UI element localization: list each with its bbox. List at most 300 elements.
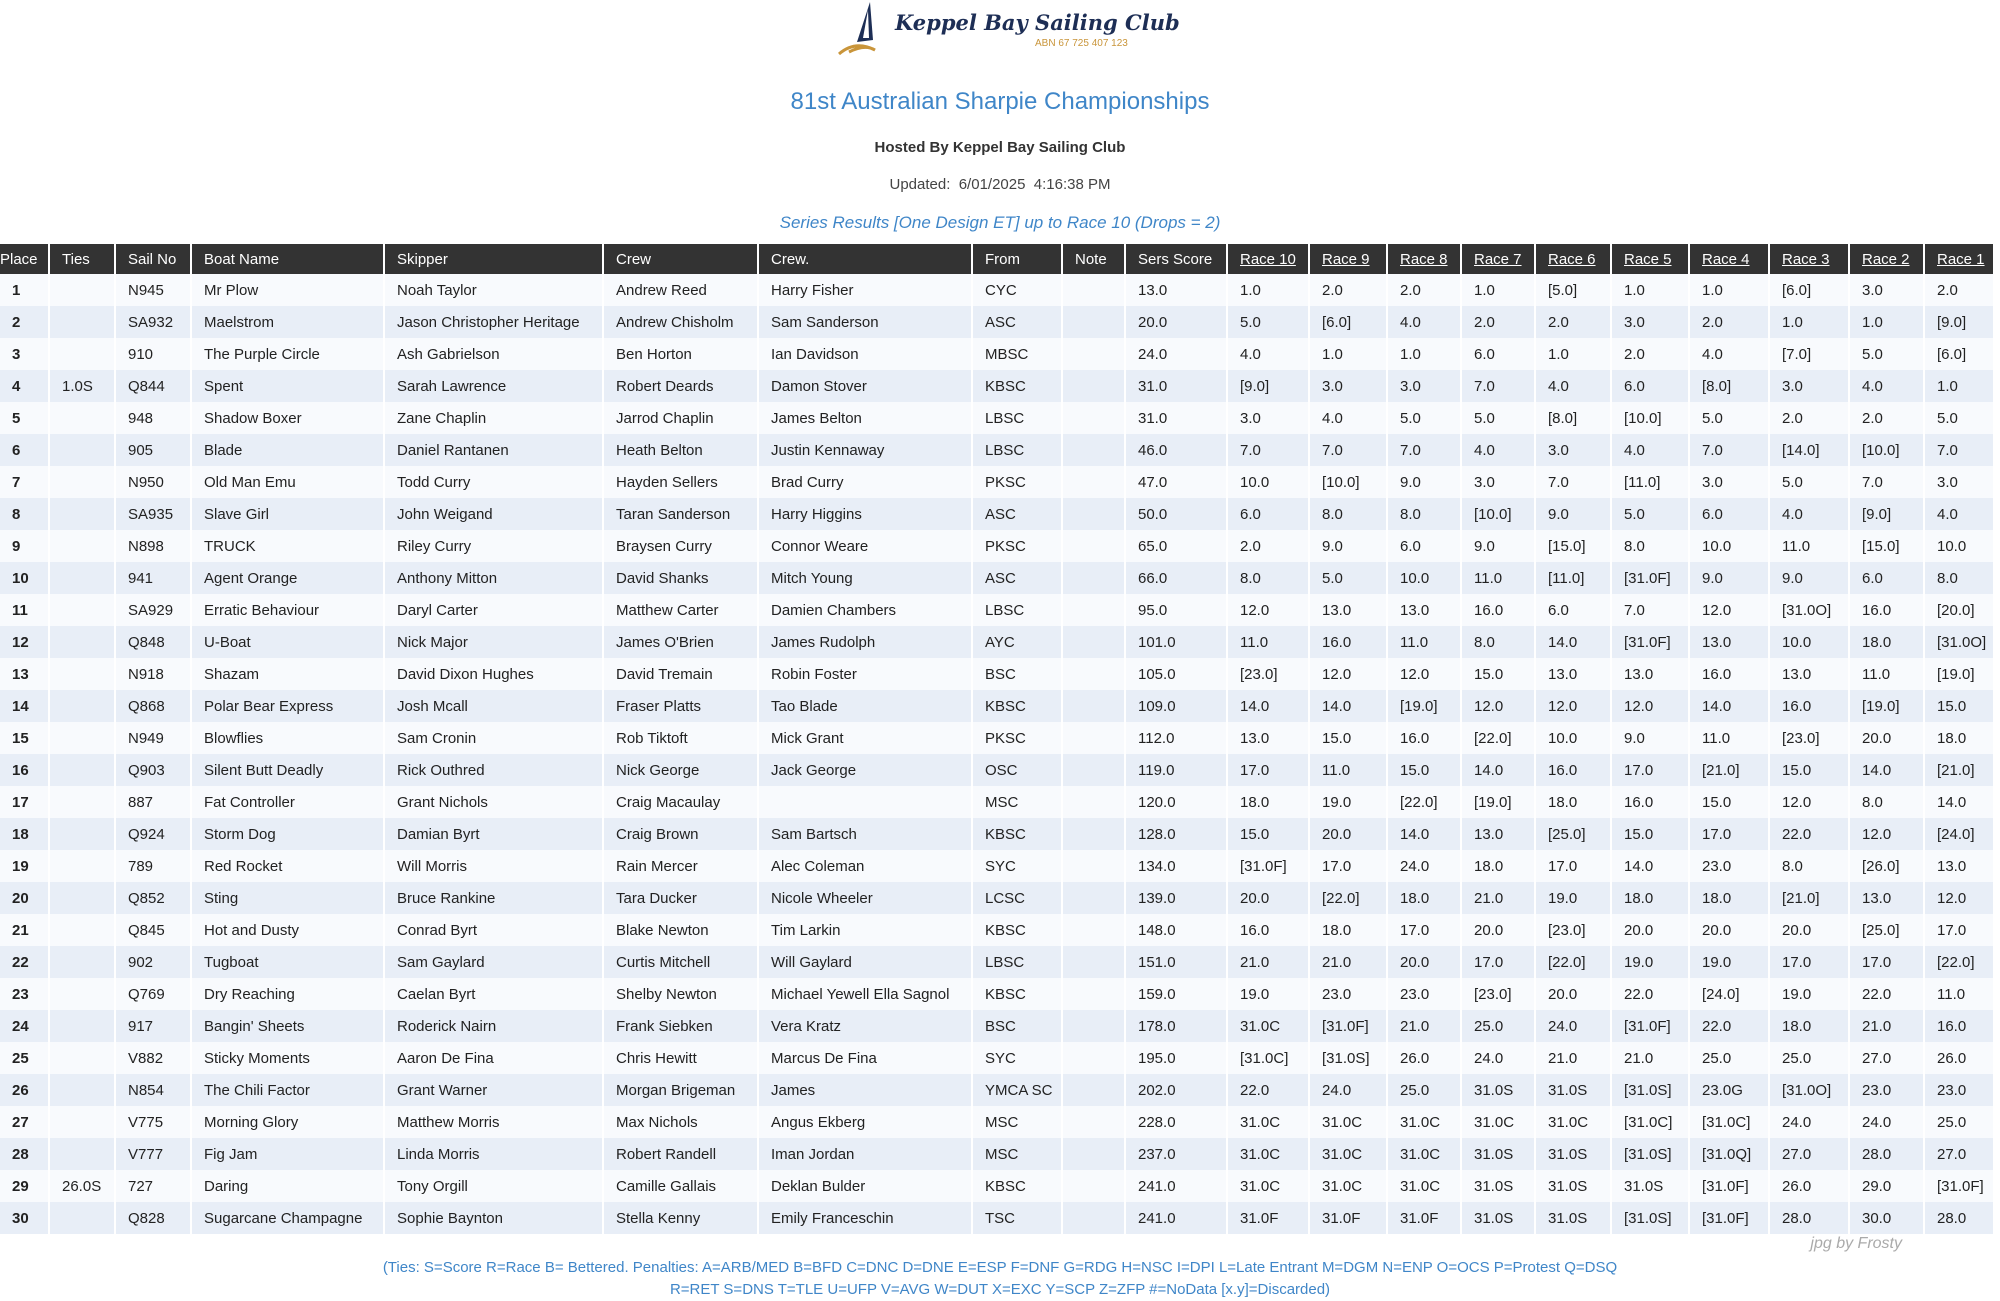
- cell-skipper: Anthony Mitton: [385, 562, 604, 594]
- cell-race-3: 8.0: [1770, 850, 1850, 882]
- cell-from: KBSC: [973, 978, 1063, 1010]
- cell-race-10: 19.0: [1228, 978, 1310, 1010]
- cell-race-4: 6.0: [1690, 498, 1770, 530]
- cell-race-5: [31.0F]: [1612, 1010, 1690, 1042]
- cell-race-3: 10.0: [1770, 626, 1850, 658]
- hosted-by: Hosted By Keppel Bay Sailing Club: [874, 139, 1126, 156]
- table-row: [0, 434, 1995, 466]
- cell-race-5: 1.0: [1612, 274, 1690, 306]
- cell-from: MBSC: [973, 338, 1063, 370]
- cell-race-2: 21.0: [1850, 1010, 1925, 1042]
- cell-sail-no: 948: [116, 402, 192, 434]
- cell-race-4: 25.0: [1690, 1042, 1770, 1074]
- cell-race-10: 2.0: [1228, 530, 1310, 562]
- cell-race-3: 2.0: [1770, 402, 1850, 434]
- cell-race-9: [31.0S]: [1310, 1042, 1388, 1074]
- cell-race-5: 19.0: [1612, 946, 1690, 978]
- cell-crew: [759, 786, 973, 818]
- cell-sail-no: SA929: [116, 594, 192, 626]
- cell-race-10: 7.0: [1228, 434, 1310, 466]
- cell-race-9: 15.0: [1310, 722, 1388, 754]
- cell-place: 11: [0, 594, 50, 626]
- cell-skipper: Zane Chaplin: [385, 402, 604, 434]
- cell-race-1: [21.0]: [1925, 754, 1995, 786]
- cell-race-9: 19.0: [1310, 786, 1388, 818]
- cell-race-1: [31.0F]: [1925, 1170, 1995, 1202]
- cell-race-10: 10.0: [1228, 466, 1310, 498]
- cell-from: LBSC: [973, 434, 1063, 466]
- cell-place: 3: [0, 338, 50, 370]
- cell-skipper: Ash Gabrielson: [385, 338, 604, 370]
- cell-race-9: 18.0: [1310, 914, 1388, 946]
- cell-crew: Damon Stover: [759, 370, 973, 402]
- cell-boat-name: Daring: [192, 1170, 385, 1202]
- cell-crew: Sam Bartsch: [759, 818, 973, 850]
- cell-sers-score: 151.0: [1126, 946, 1228, 978]
- cell-ties: [50, 978, 116, 1010]
- cell-from: LBSC: [973, 594, 1063, 626]
- cell-skipper: Grant Nichols: [385, 786, 604, 818]
- table-row: [0, 946, 1995, 978]
- cell-race-10: 11.0: [1228, 626, 1310, 658]
- cell-note: [1063, 914, 1126, 946]
- cell-race-6: [8.0]: [1536, 402, 1612, 434]
- cell-race-7: 9.0: [1462, 530, 1536, 562]
- cell-race-10: 3.0: [1228, 402, 1310, 434]
- cell-sers-score: 46.0: [1126, 434, 1228, 466]
- cell-race-3: 4.0: [1770, 498, 1850, 530]
- cell-sail-no: V775: [116, 1106, 192, 1138]
- series-heading: Series Results [One Design ET] up to Race 10 (Drops = 2): [779, 213, 1221, 232]
- cell-race-3: 9.0: [1770, 562, 1850, 594]
- table-row: [0, 466, 1995, 498]
- cell-race-9: [31.0F]: [1310, 1010, 1388, 1042]
- cell-race-7: 6.0: [1462, 338, 1536, 370]
- cell-note: [1063, 754, 1126, 786]
- cell-race-8: 25.0: [1388, 1074, 1462, 1106]
- cell-race-2: 18.0: [1850, 626, 1925, 658]
- cell-skipper: Aaron De Fina: [385, 1042, 604, 1074]
- cell-race-7: [22.0]: [1462, 722, 1536, 754]
- cell-race-2: 12.0: [1850, 818, 1925, 850]
- cell-race-7: [19.0]: [1462, 786, 1536, 818]
- cell-boat-name: Tugboat: [192, 946, 385, 978]
- cell-race-5: 3.0: [1612, 306, 1690, 338]
- cell-ties: [50, 946, 116, 978]
- cell-race-2: 8.0: [1850, 786, 1925, 818]
- cell-race-8: 21.0: [1388, 1010, 1462, 1042]
- cell-sail-no: 902: [116, 946, 192, 978]
- cell-race-5: 9.0: [1612, 722, 1690, 754]
- cell-sail-no: N918: [116, 658, 192, 690]
- cell-race-8: 1.0: [1388, 338, 1462, 370]
- cell-skipper: Rick Outhred: [385, 754, 604, 786]
- table-row: [0, 850, 1995, 882]
- cell-crew: Alec Coleman: [759, 850, 973, 882]
- cell-sers-score: 50.0: [1126, 498, 1228, 530]
- cell-note: [1063, 498, 1126, 530]
- cell-race-2: 14.0: [1850, 754, 1925, 786]
- cell-note: [1063, 946, 1126, 978]
- cell-ties: [50, 594, 116, 626]
- cell-race-9: 21.0: [1310, 946, 1388, 978]
- cell-race-9: 31.0F: [1310, 1202, 1388, 1234]
- cell-skipper: Jason Christopher Heritage: [385, 306, 604, 338]
- cell-sail-no: Q844: [116, 370, 192, 402]
- cell-race-10: 14.0: [1228, 690, 1310, 722]
- cell-note: [1063, 1170, 1126, 1202]
- table-row: [0, 978, 1995, 1010]
- cell-race-7: 31.0S: [1462, 1170, 1536, 1202]
- cell-ties: [50, 274, 116, 306]
- cell-crew: Tim Larkin: [759, 914, 973, 946]
- cell-sail-no: Q903: [116, 754, 192, 786]
- cell-race-7: 21.0: [1462, 882, 1536, 914]
- cell-crew: Andrew Reed: [604, 274, 759, 306]
- cell-boat-name: Sting: [192, 882, 385, 914]
- cell-race-4: 14.0: [1690, 690, 1770, 722]
- cell-sail-no: Q828: [116, 1202, 192, 1234]
- cell-sers-score: 119.0: [1126, 754, 1228, 786]
- cell-race-2: 4.0: [1850, 370, 1925, 402]
- cell-ties: [50, 1106, 116, 1138]
- cell-boat-name: Shadow Boxer: [192, 402, 385, 434]
- column-header-sail-no: Sail No: [116, 244, 192, 274]
- cell-race-10: 31.0C: [1228, 1010, 1310, 1042]
- cell-ties: [50, 562, 116, 594]
- cell-race-4: 3.0: [1690, 466, 1770, 498]
- cell-race-10: 17.0: [1228, 754, 1310, 786]
- cell-ties: [50, 1202, 116, 1234]
- cell-ties: [50, 402, 116, 434]
- table-row: [0, 626, 1995, 658]
- cell-race-6: 17.0: [1536, 850, 1612, 882]
- cell-place: 19: [0, 850, 50, 882]
- cell-note: [1063, 1010, 1126, 1042]
- cell-race-2: [25.0]: [1850, 914, 1925, 946]
- cell-race-1: 18.0: [1925, 722, 1995, 754]
- cell-skipper: Tony Orgill: [385, 1170, 604, 1202]
- cell-ties: [50, 466, 116, 498]
- cell-race-4: [31.0Q]: [1690, 1138, 1770, 1170]
- cell-from: MSC: [973, 786, 1063, 818]
- cell-race-8: 9.0: [1388, 466, 1462, 498]
- cell-race-5: 15.0: [1612, 818, 1690, 850]
- cell-race-6: [15.0]: [1536, 530, 1612, 562]
- cell-from: PKSC: [973, 722, 1063, 754]
- cell-note: [1063, 530, 1126, 562]
- cell-race-6: 19.0: [1536, 882, 1612, 914]
- cell-race-5: [31.0S]: [1612, 1074, 1690, 1106]
- cell-sail-no: Q845: [116, 914, 192, 946]
- cell-race-10: 4.0: [1228, 338, 1310, 370]
- sort-race-3-link[interactable]: Race 3: [1770, 244, 1850, 274]
- cell-race-7: 3.0: [1462, 466, 1536, 498]
- cell-race-6: [5.0]: [1536, 274, 1612, 306]
- cell-boat-name: Blowflies: [192, 722, 385, 754]
- cell-race-8: 10.0: [1388, 562, 1462, 594]
- cell-crew: Shelby Newton: [604, 978, 759, 1010]
- cell-sail-no: SA932: [116, 306, 192, 338]
- cell-race-6: 1.0: [1536, 338, 1612, 370]
- cell-race-5: 16.0: [1612, 786, 1690, 818]
- sort-race-4-link[interactable]: Race 4: [1690, 244, 1770, 274]
- cell-race-9: 16.0: [1310, 626, 1388, 658]
- cell-sers-score: 47.0: [1126, 466, 1228, 498]
- cell-race-7: 31.0S: [1462, 1074, 1536, 1106]
- cell-crew: Damien Chambers: [759, 594, 973, 626]
- cell-note: [1063, 306, 1126, 338]
- cell-race-7: 13.0: [1462, 818, 1536, 850]
- cell-boat-name: Storm Dog: [192, 818, 385, 850]
- table-row: [0, 754, 1995, 786]
- sort-race-5-link[interactable]: Race 5: [1612, 244, 1690, 274]
- cell-race-1: 3.0: [1925, 466, 1995, 498]
- cell-race-8: 5.0: [1388, 402, 1462, 434]
- cell-race-5: 7.0: [1612, 594, 1690, 626]
- cell-race-5: 4.0: [1612, 434, 1690, 466]
- cell-race-5: 8.0: [1612, 530, 1690, 562]
- cell-race-1: 27.0: [1925, 1138, 1995, 1170]
- cell-race-10: [9.0]: [1228, 370, 1310, 402]
- cell-race-8: 3.0: [1388, 370, 1462, 402]
- cell-race-3: 22.0: [1770, 818, 1850, 850]
- cell-note: [1063, 370, 1126, 402]
- cell-ties: [50, 338, 116, 370]
- sort-race-2-link[interactable]: Race 2: [1850, 244, 1925, 274]
- table-row: [0, 1106, 1995, 1138]
- cell-crew: Braysen Curry: [604, 530, 759, 562]
- cell-race-6: [11.0]: [1536, 562, 1612, 594]
- cell-sers-score: 134.0: [1126, 850, 1228, 882]
- cell-race-10: 31.0C: [1228, 1106, 1310, 1138]
- sort-race-9-link[interactable]: Race 9: [1310, 244, 1388, 274]
- cell-skipper: Noah Taylor: [385, 274, 604, 306]
- cell-race-7: 12.0: [1462, 690, 1536, 722]
- cell-race-3: 20.0: [1770, 914, 1850, 946]
- cell-boat-name: Silent Butt Deadly: [192, 754, 385, 786]
- cell-race-5: [31.0S]: [1612, 1138, 1690, 1170]
- cell-race-2: [19.0]: [1850, 690, 1925, 722]
- cell-race-9: 8.0: [1310, 498, 1388, 530]
- cell-race-6: 3.0: [1536, 434, 1612, 466]
- cell-race-1: 15.0: [1925, 690, 1995, 722]
- cell-note: [1063, 722, 1126, 754]
- cell-from: MSC: [973, 1138, 1063, 1170]
- cell-race-9: 17.0: [1310, 850, 1388, 882]
- cell-race-10: [23.0]: [1228, 658, 1310, 690]
- cell-note: [1063, 274, 1126, 306]
- cell-crew: Heath Belton: [604, 434, 759, 466]
- cell-from: ASC: [973, 306, 1063, 338]
- cell-place: 21: [0, 914, 50, 946]
- sort-race-10-link[interactable]: Race 10: [1228, 244, 1310, 274]
- cell-place: 17: [0, 786, 50, 818]
- cell-note: [1063, 594, 1126, 626]
- results-table: [0, 244, 1995, 1234]
- cell-skipper: Daryl Carter: [385, 594, 604, 626]
- cell-race-7: 31.0S: [1462, 1202, 1536, 1234]
- cell-boat-name: Mr Plow: [192, 274, 385, 306]
- cell-race-2: 20.0: [1850, 722, 1925, 754]
- cell-skipper: Nick Major: [385, 626, 604, 658]
- table-row: [0, 1170, 1995, 1202]
- cell-crew: Blake Newton: [604, 914, 759, 946]
- cell-skipper: Roderick Nairn: [385, 1010, 604, 1042]
- cell-race-4: 23.0G: [1690, 1074, 1770, 1106]
- cell-race-2: 27.0: [1850, 1042, 1925, 1074]
- cell-race-4: 23.0: [1690, 850, 1770, 882]
- cell-race-4: 13.0: [1690, 626, 1770, 658]
- cell-skipper: Caelan Byrt: [385, 978, 604, 1010]
- cell-sail-no: N898: [116, 530, 192, 562]
- cell-sers-score: 112.0: [1126, 722, 1228, 754]
- cell-race-3: [6.0]: [1770, 274, 1850, 306]
- cell-crew: Vera Kratz: [759, 1010, 973, 1042]
- cell-sail-no: N950: [116, 466, 192, 498]
- cell-boat-name: Hot and Dusty: [192, 914, 385, 946]
- column-header-crew: Crew: [604, 244, 759, 274]
- cell-race-3: 12.0: [1770, 786, 1850, 818]
- cell-race-3: 16.0: [1770, 690, 1850, 722]
- cell-race-4: [24.0]: [1690, 978, 1770, 1010]
- cell-race-3: 25.0: [1770, 1042, 1850, 1074]
- cell-note: [1063, 1074, 1126, 1106]
- cell-place: 14: [0, 690, 50, 722]
- cell-skipper: Daniel Rantanen: [385, 434, 604, 466]
- cell-race-1: 11.0: [1925, 978, 1995, 1010]
- cell-race-7: 16.0: [1462, 594, 1536, 626]
- cell-race-8: 31.0F: [1388, 1202, 1462, 1234]
- cell-sail-no: 917: [116, 1010, 192, 1042]
- sort-race-8-link[interactable]: Race 8: [1388, 244, 1462, 274]
- cell-race-1: [31.0O]: [1925, 626, 1995, 658]
- cell-crew: James: [759, 1074, 973, 1106]
- cell-race-2: 13.0: [1850, 882, 1925, 914]
- cell-boat-name: U-Boat: [192, 626, 385, 658]
- cell-crew: James O'Brien: [604, 626, 759, 658]
- cell-race-4: [31.0F]: [1690, 1170, 1770, 1202]
- cell-race-4: [21.0]: [1690, 754, 1770, 786]
- cell-race-5: 20.0: [1612, 914, 1690, 946]
- cell-place: 2: [0, 306, 50, 338]
- cell-from: ASC: [973, 562, 1063, 594]
- cell-place: 13: [0, 658, 50, 690]
- cell-race-1: 7.0: [1925, 434, 1995, 466]
- cell-ties: [50, 498, 116, 530]
- cell-ties: [50, 434, 116, 466]
- cell-race-10: 31.0C: [1228, 1170, 1310, 1202]
- cell-race-4: [31.0F]: [1690, 1202, 1770, 1234]
- cell-race-7: 17.0: [1462, 946, 1536, 978]
- cell-race-10: 21.0: [1228, 946, 1310, 978]
- cell-crew: Sam Sanderson: [759, 306, 973, 338]
- table-row: [0, 1138, 1995, 1170]
- cell-race-9: 31.0C: [1310, 1138, 1388, 1170]
- cell-sail-no: Q924: [116, 818, 192, 850]
- cell-race-5: 13.0: [1612, 658, 1690, 690]
- cell-ties: [50, 306, 116, 338]
- page-title: 81st Australian Sharpie Championships: [790, 88, 1210, 115]
- sort-race-7-link[interactable]: Race 7: [1462, 244, 1536, 274]
- sort-race-6-link[interactable]: Race 6: [1536, 244, 1612, 274]
- cell-boat-name: Agent Orange: [192, 562, 385, 594]
- cell-from: KBSC: [973, 818, 1063, 850]
- cell-place: 9: [0, 530, 50, 562]
- cell-crew: David Tremain: [604, 658, 759, 690]
- cell-from: LCSC: [973, 882, 1063, 914]
- cell-race-2: 28.0: [1850, 1138, 1925, 1170]
- cell-ties: [50, 754, 116, 786]
- cell-note: [1063, 818, 1126, 850]
- cell-crew: Mick Grant: [759, 722, 973, 754]
- cell-race-9: 12.0: [1310, 658, 1388, 690]
- cell-race-7: 1.0: [1462, 274, 1536, 306]
- table-row: [0, 722, 1995, 754]
- table-row: [0, 1042, 1995, 1074]
- cell-boat-name: Spent: [192, 370, 385, 402]
- cell-place: 27: [0, 1106, 50, 1138]
- cell-from: LBSC: [973, 402, 1063, 434]
- cell-sers-score: 31.0: [1126, 370, 1228, 402]
- cell-boat-name: Sticky Moments: [192, 1042, 385, 1074]
- column-header-from: From: [973, 244, 1063, 274]
- cell-ties: [50, 658, 116, 690]
- cell-race-8: 8.0: [1388, 498, 1462, 530]
- cell-race-6: 31.0C: [1536, 1106, 1612, 1138]
- cell-race-10: 15.0: [1228, 818, 1310, 850]
- cell-note: [1063, 626, 1126, 658]
- column-header-place: Place: [0, 244, 50, 274]
- cell-from: KBSC: [973, 690, 1063, 722]
- cell-race-2: 5.0: [1850, 338, 1925, 370]
- cell-race-8: 31.0C: [1388, 1138, 1462, 1170]
- cell-race-1: 13.0: [1925, 850, 1995, 882]
- cell-race-5: [31.0F]: [1612, 626, 1690, 658]
- cell-race-9: [10.0]: [1310, 466, 1388, 498]
- cell-race-3: [31.0O]: [1770, 594, 1850, 626]
- cell-race-2: 30.0: [1850, 1202, 1925, 1234]
- cell-crew: Curtis Mitchell: [604, 946, 759, 978]
- cell-sail-no: Q868: [116, 690, 192, 722]
- cell-crew: Frank Siebken: [604, 1010, 759, 1042]
- cell-sail-no: V882: [116, 1042, 192, 1074]
- cell-sers-score: 128.0: [1126, 818, 1228, 850]
- cell-place: 26: [0, 1074, 50, 1106]
- cell-race-5: 18.0: [1612, 882, 1690, 914]
- sort-race-1-link[interactable]: Race 1: [1925, 244, 1995, 274]
- cell-boat-name: The Purple Circle: [192, 338, 385, 370]
- cell-race-3: 24.0: [1770, 1106, 1850, 1138]
- cell-race-4: 20.0: [1690, 914, 1770, 946]
- cell-crew: Emily Franceschin: [759, 1202, 973, 1234]
- cell-note: [1063, 1138, 1126, 1170]
- cell-race-4: 16.0: [1690, 658, 1770, 690]
- cell-race-4: 1.0: [1690, 274, 1770, 306]
- cell-boat-name: Slave Girl: [192, 498, 385, 530]
- cell-race-5: 22.0: [1612, 978, 1690, 1010]
- cell-from: SYC: [973, 850, 1063, 882]
- cell-race-10: 5.0: [1228, 306, 1310, 338]
- cell-note: [1063, 434, 1126, 466]
- cell-boat-name: Sugarcane Champagne: [192, 1202, 385, 1234]
- cell-sail-no: N949: [116, 722, 192, 754]
- table-row: [0, 1074, 1995, 1106]
- cell-from: AYC: [973, 626, 1063, 658]
- cell-race-5: 12.0: [1612, 690, 1690, 722]
- cell-race-3: 1.0: [1770, 306, 1850, 338]
- cell-race-1: 5.0: [1925, 402, 1995, 434]
